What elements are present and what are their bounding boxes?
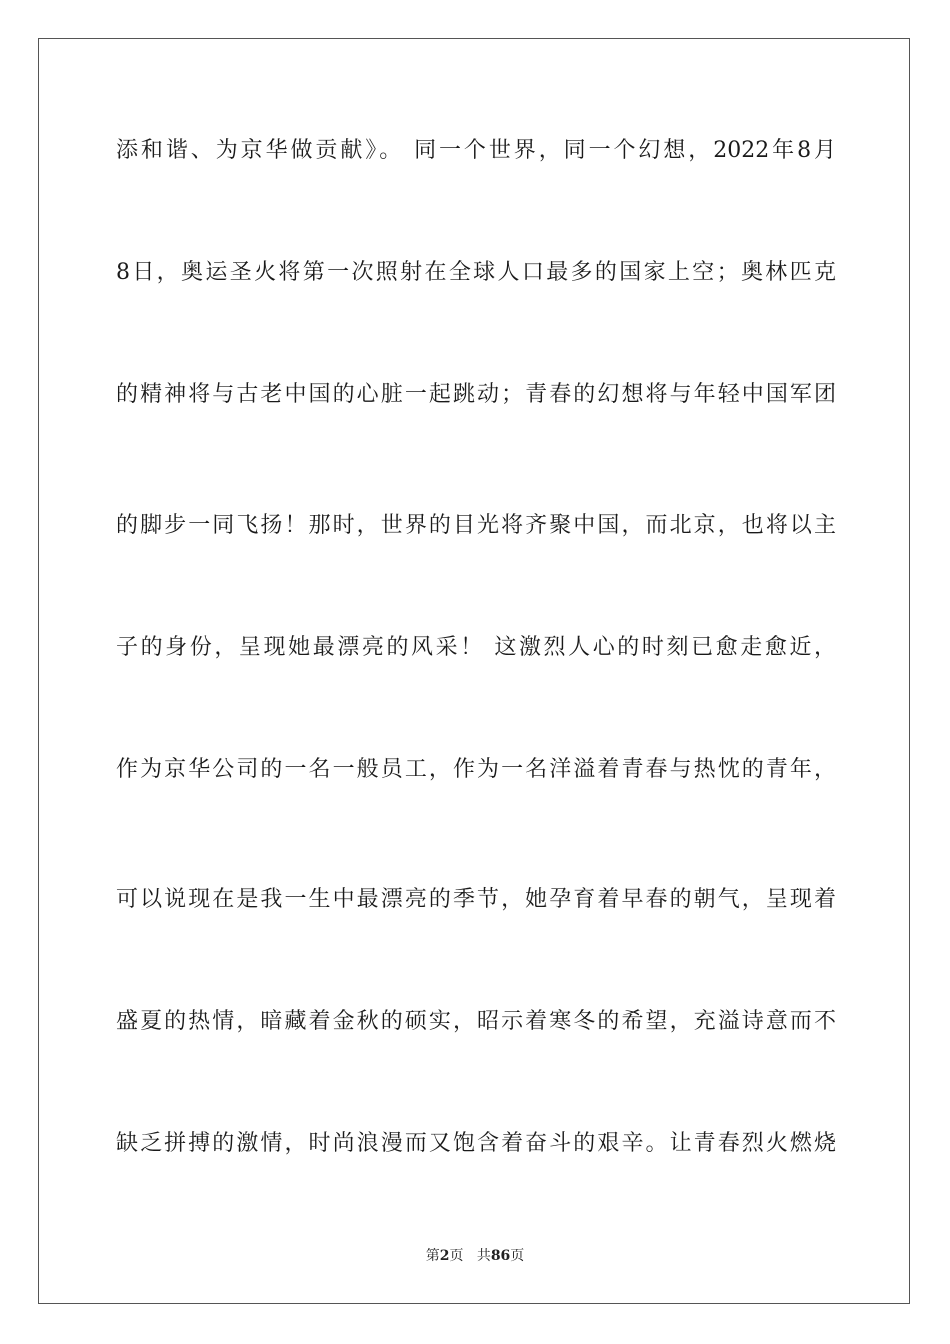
- body-text-line-9: 缺乏拼搏的激情，时尚浪漫而又饱含着奋斗的艰辛。让青春烈火燃烧: [116, 1131, 836, 1156]
- body-text-line-7: 可以说现在是我一生中最漂亮的季节，她孕育着早春的朝气，呈现着: [116, 887, 836, 912]
- total-pages-suffix: 页: [510, 1248, 525, 1264]
- body-text-line-3: 的精神将与古老中国的心脏一起跳动；青春的幻想将与年轻中国军团: [116, 382, 836, 407]
- body-text-line-6: 作为京华公司的一名一般员工，作为一名洋溢着青春与热忱的青年，: [116, 757, 836, 782]
- total-pages-prefix: 共: [476, 1248, 491, 1264]
- body-text-line-4: 的脚步一同飞扬！那时，世界的目光将齐聚中国，而北京，也将以主: [116, 513, 836, 538]
- page-footer: [0, 1246, 950, 1266]
- body-text-line-8: 盛夏的热情，暗藏着金秋的硕实，昭示着寒冬的希望，充溢诗意而不: [116, 1009, 836, 1034]
- body-text-line-1: 添和谐、为京华做贡献》。 同一个世界，同一个幻想，2022年8月: [116, 138, 836, 163]
- total-page-count: 86: [490, 1248, 511, 1264]
- body-text-line-2: 8日，奥运圣火将第一次照射在全球人口最多的国家上空；奥林匹克: [116, 260, 836, 285]
- current-page-number: 2: [439, 1248, 450, 1264]
- page-number-prefix: 第: [425, 1248, 440, 1264]
- body-text-line-5: 子的身份，呈现她最漂亮的风采！ 这激烈人心的时刻已愈走愈近，: [116, 635, 836, 660]
- page-number-suffix: 页: [449, 1248, 464, 1264]
- page-border: [38, 38, 910, 1304]
